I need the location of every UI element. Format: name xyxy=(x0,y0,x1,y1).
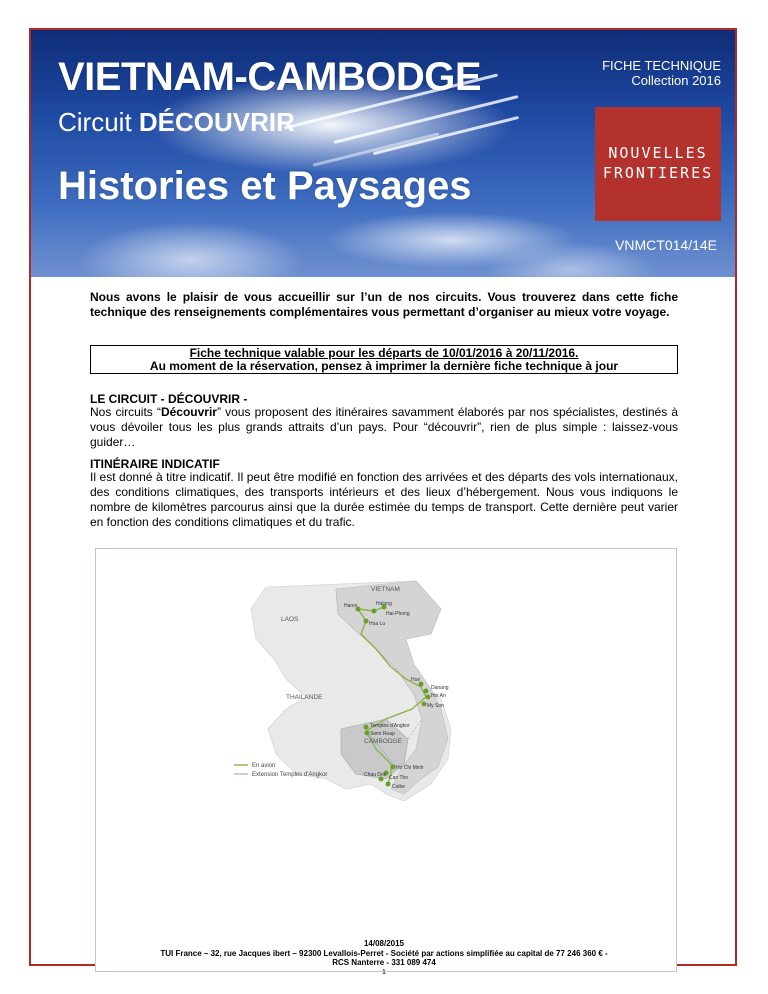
legend-extension: Extension Temples d'Angkor xyxy=(252,772,328,778)
map-label-cambodge: CAMBODGE xyxy=(364,738,402,745)
map-city-hoian: Hoi An xyxy=(431,693,446,699)
itinerary-map xyxy=(226,579,546,814)
subtitle-strong: DÉCOUVRIR xyxy=(138,107,295,137)
reference-code: VNMCT014/14E xyxy=(615,237,717,253)
map-city-caibe: Caibe xyxy=(392,784,406,790)
map-city-chaudoc: Chau Doc xyxy=(364,772,387,778)
logo-line2: FRONTIERES xyxy=(602,164,714,182)
circuit-paragraph: Nos circuits “Découvrir” vous proposent des itinéraires savamment élaborés par nos spécialistes, destinés à vous dévoiler tous les plus grands attraits d’un pays. Pour “découvrir”, rien de plus simple : laissez-vous guider… xyxy=(90,405,679,449)
footer-company: TUI France – 32, rue Jacques ibert – 92300 Levallois-Perret - Société par actions simplifiée au capital de 77 246 360 € - xyxy=(160,949,608,958)
map-city-ninhbinh: Hoa Lu xyxy=(369,621,386,627)
itinerary-heading: ITINÉRAIRE INDICATIF xyxy=(90,457,220,471)
legend-air: En avion xyxy=(252,763,276,769)
fiche-line1: FICHE TECHNIQUE xyxy=(602,58,721,73)
circuit-heading: LE CIRCUIT - DÉCOUVRIR - xyxy=(90,392,248,406)
footer-rcs: RCS Nanterre - 331 089 474 xyxy=(332,958,436,967)
notice-line2: Au moment de la réservation, pensez à imprimer la dernière fiche technique à jour xyxy=(149,359,619,373)
logo-line1: NOUVELLES xyxy=(608,144,708,162)
map-city-myson: My Son xyxy=(427,703,444,709)
map-city-halong: Halong xyxy=(376,601,392,607)
validity-notice xyxy=(90,345,678,374)
trip-title: VIETNAM-CAMBODGE xyxy=(58,55,482,99)
circuit-subtitle xyxy=(58,107,295,138)
map-city-cantho: Can Tho xyxy=(389,775,409,781)
footer-date: 14/08/2015 xyxy=(363,939,405,948)
itinerary-paragraph: Il est donné à titre indicatif. Il peut être modifié en fonction des arrivées et des départs des vols internationaux, des conditions climatiques, des transports intérieurs et des lieux d’hébergement. Nous vous indiquons le nombre de kilomètres parcourus ainsi que la durée estimée du temps de transport. Cette dernière peut varier en fonction des conditions climatiques et du trafic. xyxy=(90,470,678,529)
map-city-haiphong: Hai-Phong xyxy=(386,611,410,617)
page-number: 1 xyxy=(382,969,386,976)
intro-paragraph: Nous avons le plaisir de vous accueillir sur l’un de nos circuits. Vous trouverez dans cette fiche technique des renseignements complémentaires vous permettant d’organiser au mieux votre voyage. xyxy=(90,290,678,319)
header-banner xyxy=(31,30,735,277)
circuit-strong: Découvrir xyxy=(160,405,217,419)
fiche-label xyxy=(602,58,721,88)
itinerary-map-frame xyxy=(95,548,677,972)
map-label-thailande: THAILANDE xyxy=(286,694,323,701)
map-city-danang: Danang xyxy=(431,685,449,691)
map-label-vietnam: VIETNAM xyxy=(371,586,400,593)
map-city-hcm: Ho Chi Minh xyxy=(396,765,424,771)
map-city-hanoi: Hanoi xyxy=(344,603,358,609)
map-city-siemreap: Siem Reap xyxy=(370,731,395,737)
headline: Histories et Paysages xyxy=(58,164,472,208)
map-label-laos: LAOS xyxy=(281,616,299,623)
map-city-angkor: Temples d'Angkor xyxy=(370,723,410,729)
subtitle-prefix: Circuit xyxy=(58,107,132,137)
map-city-hue: Hué xyxy=(411,677,421,683)
notice-line1: Fiche technique valable pour les départs de 10/01/2016 à 20/11/2016. xyxy=(189,346,579,360)
brand-logo xyxy=(595,107,721,221)
fiche-line2: Collection 2016 xyxy=(631,73,721,88)
